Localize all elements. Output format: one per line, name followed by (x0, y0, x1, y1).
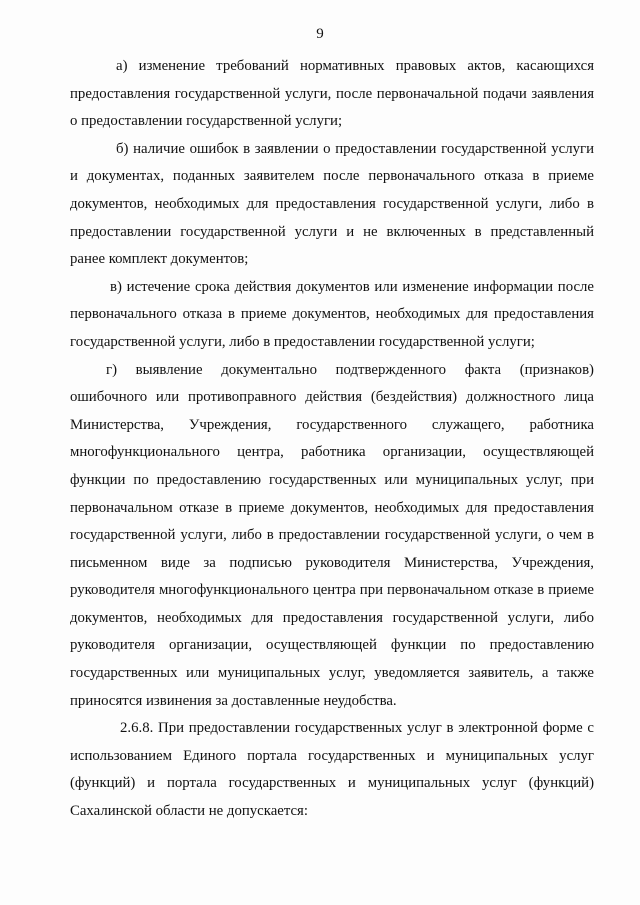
paragraph-item-a: а) изменение требований нормативных правовых актов, касающихся предоставления государственной услуги, после первоначальной подачи заявления о предоставлении государственной услуги; (70, 58, 594, 130)
paragraph-item-v: в) истечение срока действия документов или изменение информации после первоначального отказа в приеме документов, необходимых для предоставления государственной услуги, либо в предоставлении государственной услуги; (70, 278, 594, 350)
paragraph-item-g: г) выявление документально подтвержденного факта (признаков) ошибочного или противоправного действия (бездействия) должностного лица Министерства, Учреждения, государственного служащего, работника многофункционального центра, работника организации, осуществляющей функции по предоставлению государственных или муниципальных услуг, при первоначальном отказе в приеме документов, необходимых для предоставления государственной услуги, либо в предоставлении государственной услуги, о чем в письменном виде за подписью руководителя Министерства, Учреждения, руководителя многофункционального центра при первоначальном отказе в приеме документов, необходимых для предоставления государственной услуги, либо руководителя организации, осуществляющей функции по предоставлению государственных или муниципальных услуг, уведомляется заявитель, а также приносятся извинения за доставленные неудобства. (70, 361, 594, 709)
paragraph-item-b: б) наличие ошибок в заявлении о предоставлении государственной услуги и документах, поданных заявителем после первоначального отказа в приеме документов, необходимых для предоставления государственной услуги, либо в предоставлении государственной услуги и не включенных в представленный ранее комплект документов; (70, 140, 594, 268)
page-number: 9 (316, 26, 324, 42)
paragraph-section-2-6-8: 2.6.8. При предоставлении государственных услуг в электронной форме с использованием Единого портала государственных и муниципальных услуг (функций) и портала государственных и муниципальных услуг (функций) Сахалинской области не допускается: (70, 720, 594, 820)
document-body (70, 53, 594, 826)
